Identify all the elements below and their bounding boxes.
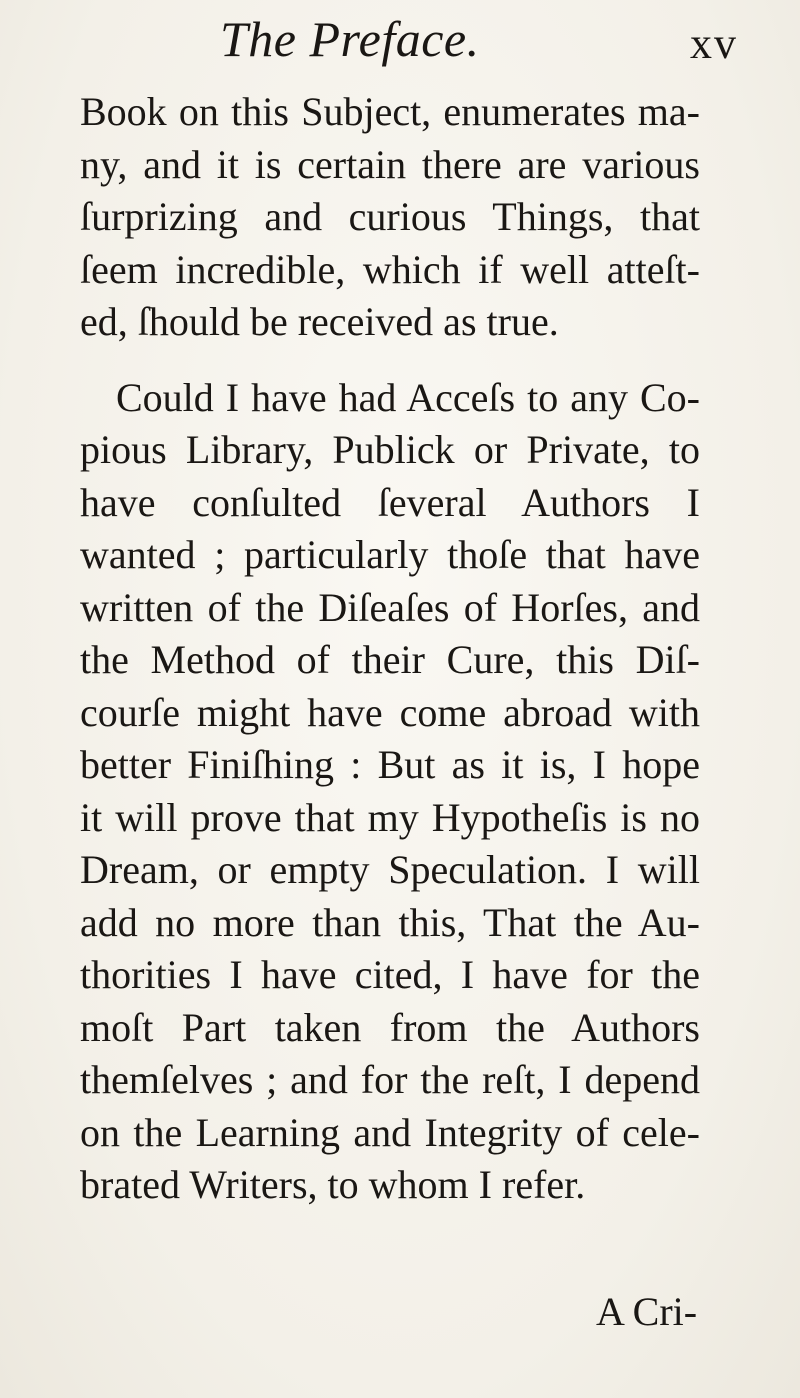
text-line: written of the Diſeaſes of Horſes, and: [80, 584, 700, 630]
text-line: ſurprizing and curious Things, that: [80, 194, 700, 239]
text-line: on the Learning and Integrity of cele-: [80, 1109, 700, 1155]
text-line: pious Library, Publick or Private, to: [80, 427, 700, 472]
body-text: [80, 86, 700, 1212]
text-line: ed, ſhould be received as true.: [80, 299, 559, 344]
page-header: [60, 10, 760, 80]
paragraph-gap: [80, 349, 700, 372]
text-line: Book on this Subject, enumerates ma-: [80, 89, 700, 134]
text-line: better Finiſhing : But as it is, I hope: [80, 742, 700, 787]
text-line: the Method of their Cure, this Diſ-: [80, 637, 700, 682]
text-line: Could I have had Acceſs to any Co-: [116, 374, 700, 420]
text-line: it will prove that my Hypotheſis is no: [80, 794, 700, 840]
text-line: have conſulted ſeveral Authors I: [80, 479, 700, 525]
text-line: wanted ; particularly thoſe that have: [80, 532, 700, 577]
text-line: Dream, or empty Speculation. I will: [80, 847, 700, 892]
running-head: The Preface.: [220, 11, 480, 67]
page-number: xv: [690, 19, 738, 68]
catchword: A Cri-: [596, 1289, 698, 1334]
text-line: ny, and it is certain there are various: [80, 141, 700, 187]
text-line: moſt Part taken from the Authors: [80, 1004, 700, 1050]
text-line: themſelves ; and for the reſt, I depend: [80, 1057, 700, 1102]
text-line: ſeem incredible, which if well atteſt-: [80, 246, 700, 292]
text-line: courſe might have come abroad with: [80, 689, 700, 735]
text-line: brated Writers, to whom I refer.: [80, 1162, 586, 1207]
text-line: add no more than this, That the Au-: [80, 899, 700, 945]
text-line: thorities I have cited, I have for the: [80, 952, 700, 997]
